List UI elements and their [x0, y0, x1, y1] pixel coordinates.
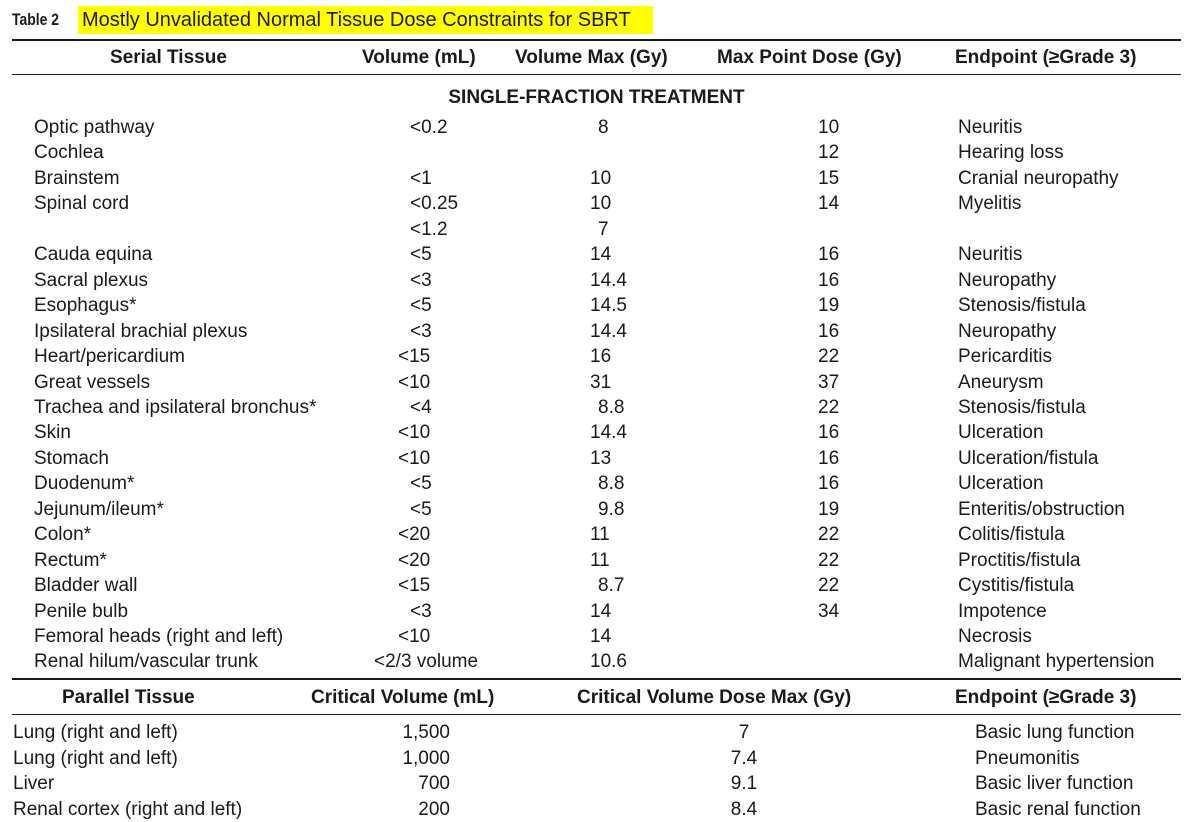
cell-max-point-dose: 19: [818, 499, 840, 520]
cell-max-point-dose: 15: [818, 168, 840, 189]
cell-tissue: Rectum*: [34, 550, 107, 571]
cell-volume: <1: [410, 168, 432, 189]
header-serial-tissue: Serial Tissue: [110, 47, 227, 68]
cell-volume-max: 13: [590, 448, 612, 469]
cell-volume: <15: [398, 575, 431, 596]
cell-parallel-tissue: Renal cortex (right and left): [13, 799, 243, 820]
cell-tissue: Heart/pericardium: [34, 346, 185, 367]
cell-endpoint: Cranial neuropathy: [958, 168, 1119, 189]
header-parallel-tissue: Parallel Tissue: [62, 687, 195, 708]
cell-endpoint: Stenosis/fistula: [958, 397, 1086, 418]
cell-volume-max: 14.4: [590, 321, 627, 342]
cell-tissue: Renal hilum/vascular trunk: [34, 651, 258, 672]
cell-volume: <15: [398, 346, 431, 367]
header-volume: Volume (mL): [362, 47, 476, 68]
cell-volume: <3: [410, 601, 432, 622]
cell-tissue: Trachea and ipsilateral bronchus*: [34, 397, 317, 418]
cell-critical-dose: 7: [738, 722, 750, 743]
cell-volume: <10: [398, 448, 431, 469]
cell-volume-max: 14: [590, 626, 612, 647]
cell-tissue: Cochlea: [34, 142, 104, 163]
cell-volume-max: 11: [590, 524, 610, 545]
cell-endpoint: Neuritis: [958, 117, 1023, 138]
cell-endpoint: Aneurysm: [958, 372, 1044, 393]
cell-max-point-dose: 34: [818, 601, 840, 622]
cell-tissue: Duodenum*: [34, 473, 135, 494]
cell-volume: <10: [398, 422, 431, 443]
cell-volume: <2/3 volume: [374, 651, 479, 672]
cell-endpoint: Colitis/fistula: [958, 524, 1065, 545]
cell-tissue: Colon*: [34, 524, 92, 545]
cell-tissue: Ipsilateral brachial plexus: [34, 321, 248, 342]
cell-endpoint: Proctitis/fistula: [958, 550, 1081, 571]
cell-volume: <20: [398, 550, 431, 571]
parallel-header-rule: [12, 714, 1181, 715]
cell-max-point-dose: 22: [818, 346, 840, 367]
cell-parallel-tissue: Liver: [13, 773, 55, 794]
cell-volume: <1.2: [410, 219, 448, 240]
cell-max-point-dose: 16: [818, 422, 840, 443]
cell-endpoint: Ulceration: [958, 422, 1044, 443]
cell-volume-max: 14.5: [590, 295, 627, 316]
cell-volume: <10: [398, 372, 431, 393]
cell-tissue: Penile bulb: [34, 601, 129, 622]
cell-volume-max: 10.6: [590, 651, 627, 672]
cell-volume-max: 11: [590, 550, 610, 571]
header-max-point-dose: Max Point Dose (Gy): [717, 47, 902, 68]
section-title: SINGLE-FRACTION TREATMENT: [448, 87, 745, 108]
cell-endpoint: Ulceration: [958, 473, 1044, 494]
cell-endpoint: Neuritis: [958, 244, 1023, 265]
header-critical-volume: Critical Volume (mL): [311, 687, 495, 708]
cell-max-point-dose: 16: [818, 321, 840, 342]
cell-endpoint: Neuropathy: [958, 321, 1057, 342]
cell-volume: <3: [410, 321, 432, 342]
header-endpoint: Endpoint (≥Grade 3): [955, 47, 1137, 68]
header-critical-volume-dose: Critical Volume Dose Max (Gy): [577, 687, 852, 708]
cell-parallel-endpoint: Basic liver function: [975, 773, 1134, 794]
cell-critical-dose: 7.4: [730, 748, 758, 769]
cell-max-point-dose: 10: [818, 117, 840, 138]
cell-max-point-dose: 22: [818, 575, 840, 596]
cell-volume: <0.25: [410, 193, 459, 214]
cell-tissue: Spinal cord: [34, 193, 130, 214]
cell-parallel-endpoint: Basic renal function: [975, 799, 1141, 820]
table-label: Table 2: [12, 10, 60, 29]
cell-tissue: Cauda equina: [34, 244, 153, 265]
cell-parallel-endpoint: Pneumonitis: [975, 748, 1080, 769]
cell-volume-max: 7: [598, 219, 609, 240]
cell-volume-max: 14.4: [590, 422, 627, 443]
cell-endpoint: Enteritis/obstruction: [958, 499, 1125, 520]
cell-endpoint: Cystitis/fistula: [958, 575, 1075, 596]
cell-endpoint: Necrosis: [958, 626, 1032, 647]
cell-parallel-tissue: Lung (right and left): [13, 748, 178, 769]
cell-tissue: Brainstem: [34, 168, 120, 189]
cell-tissue: Stomach: [34, 448, 109, 469]
cell-volume: <3: [410, 270, 432, 291]
cell-volume-max: 10: [590, 168, 612, 189]
cell-volume: <0.2: [410, 117, 448, 138]
cell-max-point-dose: 16: [818, 244, 840, 265]
cell-endpoint: Malignant hypertension: [958, 651, 1155, 672]
mid-rule: [12, 678, 1181, 680]
cell-volume-max: 10: [590, 193, 612, 214]
cell-volume-max: 8.8: [598, 397, 625, 418]
cell-endpoint: Impotence: [958, 601, 1047, 622]
cell-volume-max: 14.4: [590, 270, 627, 291]
cell-endpoint: Hearing loss: [958, 142, 1064, 163]
cell-max-point-dose: 14: [818, 193, 840, 214]
header-parallel-endpoint: Endpoint (≥Grade 3): [955, 687, 1137, 708]
top-rule: [12, 39, 1181, 41]
cell-tissue: Bladder wall: [34, 575, 138, 596]
cell-parallel-tissue: Lung (right and left): [13, 722, 178, 743]
cell-volume: <4: [410, 397, 432, 418]
header-rule: [12, 74, 1181, 75]
cell-parallel-endpoint: Basic lung function: [975, 722, 1135, 743]
cell-max-point-dose: 12: [818, 142, 840, 163]
cell-volume: <5: [410, 499, 432, 520]
cell-endpoint: Ulceration/fistula: [958, 448, 1099, 469]
cell-critical-volume: 200: [418, 799, 450, 820]
cell-tissue: Femoral heads (right and left): [34, 626, 284, 647]
cell-endpoint: Myelitis: [958, 193, 1022, 214]
cell-volume-max: 14: [590, 601, 612, 622]
cell-tissue: Skin: [34, 422, 71, 443]
cell-max-point-dose: 22: [818, 397, 840, 418]
cell-volume-max: 14: [590, 244, 612, 265]
cell-tissue: Great vessels: [34, 372, 151, 393]
cell-max-point-dose: 16: [818, 473, 840, 494]
cell-max-point-dose: 37: [818, 372, 840, 393]
cell-max-point-dose: 22: [818, 524, 840, 545]
cell-volume-max: 16: [590, 346, 612, 367]
cell-critical-volume: 1,500: [402, 722, 450, 743]
cell-critical-dose: 8.4: [730, 799, 758, 820]
cell-volume-max: 9.8: [598, 499, 625, 520]
cell-volume-max: 31: [590, 372, 612, 393]
cell-critical-volume: 1,000: [402, 748, 450, 769]
cell-endpoint: Pericarditis: [958, 346, 1052, 367]
cell-volume-max: 8: [598, 117, 609, 138]
header-volume-max: Volume Max (Gy): [515, 47, 668, 68]
cell-max-point-dose: 22: [818, 550, 840, 571]
table-caption: [12, 6, 653, 34]
cell-max-point-dose: 19: [818, 295, 840, 316]
cell-volume-max: 8.7: [598, 575, 625, 596]
cell-volume: <5: [410, 295, 432, 316]
cell-volume: <5: [410, 244, 432, 265]
cell-volume: <20: [398, 524, 431, 545]
cell-volume: <5: [410, 473, 432, 494]
cell-max-point-dose: 16: [818, 448, 840, 469]
table-title: Mostly Unvalidated Normal Tissue Dose Constraints for SBRT: [78, 6, 653, 34]
cell-endpoint: Neuropathy: [958, 270, 1057, 291]
cell-max-point-dose: 16: [818, 270, 840, 291]
cell-tissue: Esophagus*: [34, 295, 137, 316]
cell-endpoint: Stenosis/fistula: [958, 295, 1086, 316]
cell-tissue: Jejunum/ileum*: [34, 499, 164, 520]
cell-volume-max: 8.8: [598, 473, 625, 494]
cell-volume: <10: [398, 626, 431, 647]
cell-critical-volume: 700: [418, 773, 450, 794]
cell-tissue: Sacral plexus: [34, 270, 149, 291]
cell-tissue: Optic pathway: [34, 117, 155, 138]
cell-critical-dose: 9.1: [730, 773, 758, 794]
